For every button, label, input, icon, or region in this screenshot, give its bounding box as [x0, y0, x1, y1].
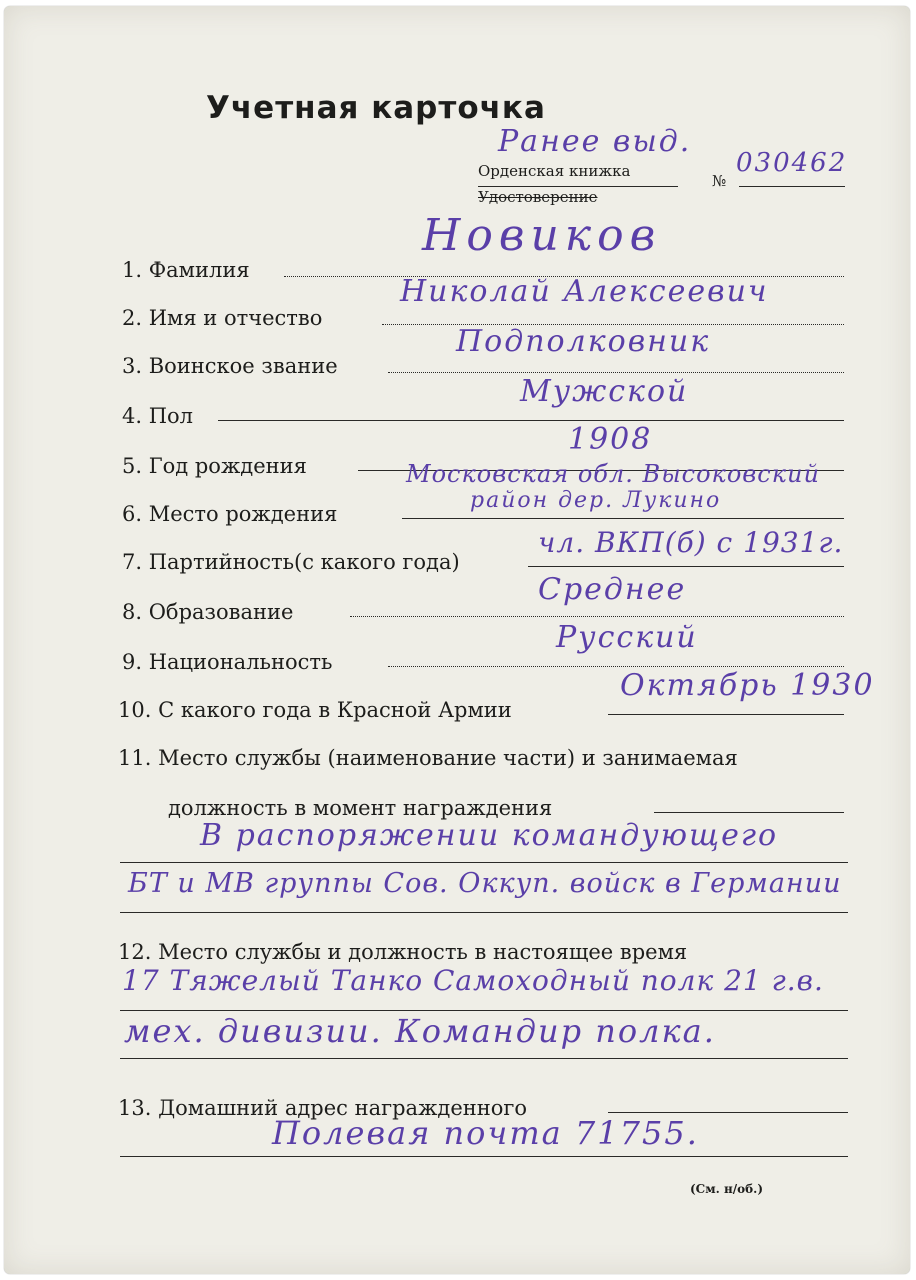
field-army-since-label: 10. С какого года в Красной Армии: [118, 698, 512, 722]
certificate-label: Удостоверение: [478, 188, 598, 206]
field-current-line-a: [120, 1010, 848, 1011]
current-value-line1: 17 Тяжелый Танко Самоходный полк 21 г.в.: [122, 964, 824, 997]
party-value: чл. ВКП(б) с 1931г.: [538, 526, 844, 559]
service-value-line2: БТ и МВ группы Сов. Оккуп. войск в Германии: [128, 868, 842, 899]
field-birthplace-label: 6. Место рождения: [122, 502, 338, 526]
earlier-issued-note: Ранее выд.: [498, 124, 692, 159]
order-book-underline: [478, 186, 678, 187]
field-party-label: 7. Партийность(с какого года): [122, 550, 460, 574]
birth-year-value: 1908: [568, 422, 653, 457]
field-surname-label: 1. Фамилия: [122, 258, 250, 282]
field-address-line-a: [608, 1112, 848, 1113]
number-underline: [739, 186, 845, 187]
order-book-label: Орденская книжка: [478, 162, 631, 180]
education-value: Среднее: [538, 572, 687, 607]
card-title: Учетная карточка: [206, 90, 546, 126]
birthplace-value-line1: Московская обл. Высоковский: [406, 460, 820, 488]
field-nationality-line: [388, 666, 844, 667]
field-service-line-b: [120, 862, 848, 863]
field-rank-line: [388, 372, 844, 373]
current-value-line2: мех. дивизии. Командир полка.: [124, 1012, 716, 1050]
surname-value: Новиков: [422, 210, 662, 261]
field-current-label: 12. Место службы и должность в настоящее время: [118, 940, 688, 964]
field-birthplace-line: [402, 518, 844, 519]
field-service-line-c: [120, 912, 848, 913]
record-card: [4, 6, 910, 1274]
field-address-line-b: [120, 1156, 848, 1157]
field-party-line: [528, 566, 844, 567]
rank-value: Подполковник: [456, 324, 711, 359]
field-service-label-line1: 11. Место службы (наименование части) и занимаемая: [118, 746, 738, 770]
name-patronymic-value: Николай Алексеевич: [400, 274, 769, 309]
field-current-line-b: [120, 1058, 848, 1059]
field-army-since-line: [608, 714, 844, 715]
field-sex-label: 4. Пол: [122, 404, 194, 428]
card-number: 030462: [736, 148, 848, 178]
nationality-value: Русский: [556, 620, 698, 655]
field-address-label: 13. Домашний адрес награжденного: [118, 1096, 528, 1120]
field-birth-year-label: 5. Год рождения: [122, 454, 307, 478]
birthplace-value-line2: район дер. Лукино: [470, 488, 722, 513]
army-since-value: Октябрь 1930: [620, 668, 875, 703]
field-service-label-line2: должность в момент награждения: [168, 796, 553, 820]
service-value-line1: В распоряжении командующего: [200, 818, 779, 853]
sex-value: Мужской: [520, 374, 689, 409]
field-education-label: 8. Образование: [122, 600, 294, 624]
field-service-line-a: [654, 812, 844, 813]
field-nationality-label: 9. Национальность: [122, 650, 333, 674]
address-value: Полевая почта 71755.: [272, 1114, 699, 1152]
field-education-line: [350, 616, 844, 617]
number-sign: №: [712, 172, 727, 190]
field-name-label: 2. Имя и отчество: [122, 306, 323, 330]
field-rank-label: 3. Воинское звание: [122, 354, 338, 378]
field-sex-line: [218, 420, 844, 421]
see-reverse-note: (См. н/об.): [690, 1182, 764, 1196]
